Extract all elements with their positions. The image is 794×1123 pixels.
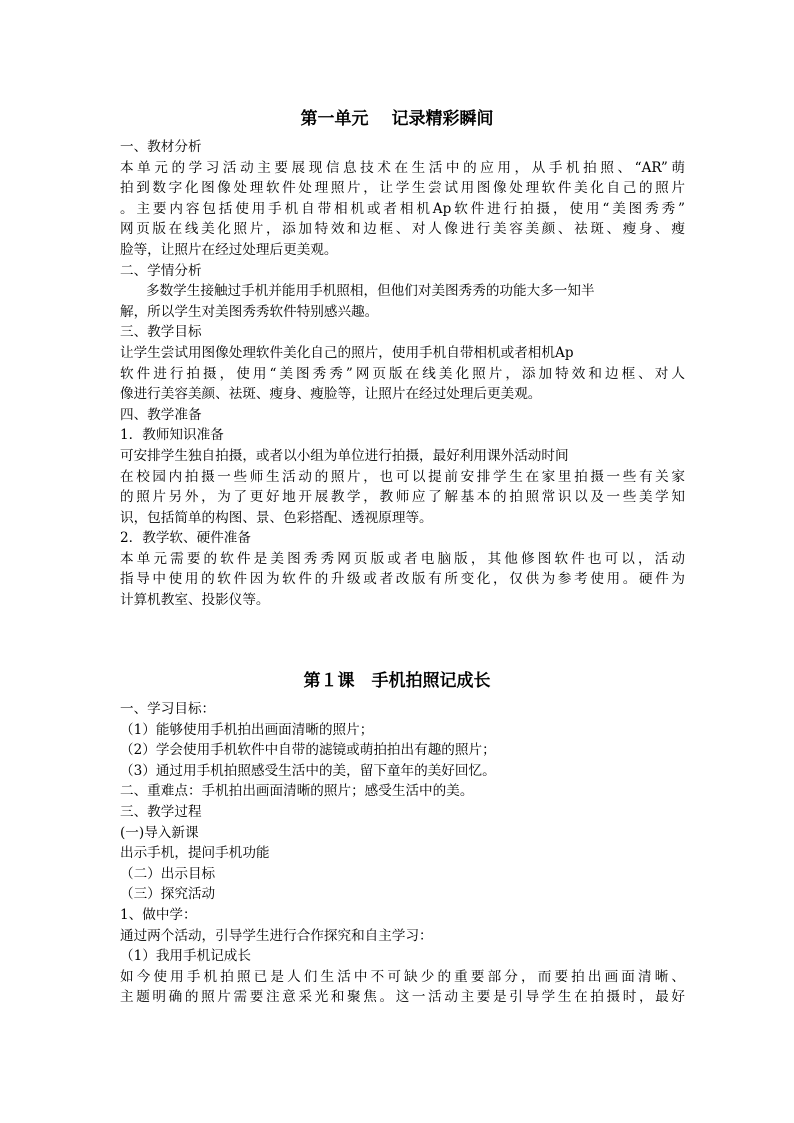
unit-text-line: 拍到数字化图像处理软件处理照片，让学生尝试用图像处理软件美化自己的照片 bbox=[120, 180, 685, 197]
lesson-title: 第１课 手机拍照记成长 bbox=[303, 671, 491, 691]
lesson-text-line: （1）能够使用手机拍出画面清晰的照片； bbox=[120, 721, 374, 738]
lesson-text-line: （2）学会使用手机软件中自带的滤镜或萌拍拍出有趣的照片； bbox=[120, 742, 496, 759]
unit-text-line: 在校园内拍摄一些师生活动的照片，也可以提前安排学生在家里拍摄一些有关家 bbox=[120, 468, 685, 485]
unit-text-line: 三、教学目标 bbox=[120, 324, 202, 341]
unit-text-line: 2．教学软、硬件准备 bbox=[120, 530, 251, 547]
unit-text-line: 识，包括简单的构图、景、色彩搭配、透视原理等。 bbox=[120, 509, 433, 526]
unit-text-line: 四、教学准备 bbox=[120, 406, 202, 423]
unit-text-line: 1．教师知识准备 bbox=[120, 427, 224, 444]
lesson-text-line: 三、教学过程 bbox=[120, 803, 202, 820]
lesson-text-line: 主题明确的照片需要注意采光和聚焦。这一活动主要是引导学生在拍摄时，最好 bbox=[120, 989, 685, 1006]
lesson-text-line: （三）探究活动 bbox=[120, 886, 216, 903]
unit-text-line: 软件进行拍摄，使用“美图秀秀”网页版在线美化照片，添加特效和边框、对人 bbox=[120, 365, 685, 382]
lesson-text-line: 1、做中学： bbox=[120, 906, 197, 923]
unit-text-line: 。主要内容包括使用手机自带相机或者相机Ap软件进行拍摄，使用“美图秀秀” bbox=[120, 200, 685, 217]
unit-text-line: 的照片另外，为了更好地开展教学，教师应了解基本的拍照常识以及一些美学知 bbox=[120, 489, 685, 506]
unit-text-line: 网页版在线美化照片，添加特效和边框、对人像进行美容美颜、祛斑、瘦身、瘦 bbox=[120, 221, 685, 238]
unit-text-line: 指导中使用的软件因为软件的升级或者改版有所变化，仅供为参考使用。硬件为 bbox=[120, 571, 685, 588]
unit-text-line: 可安排学生独自拍摄，或者以小组为单位进行拍摄，最好利用课外活动时间 bbox=[120, 447, 569, 464]
unit-text-line: 一、教材分析 bbox=[120, 139, 202, 155]
lesson-body bbox=[120, 699, 685, 1008]
unit-title: 第一单元 记录精彩瞬间 bbox=[300, 109, 494, 129]
lesson-text-line: 出示手机，提问手机功能 bbox=[120, 845, 270, 862]
unit-text-line: 本单元需要的软件是美图秀秀网页版或者电脑版，其他修图软件也可以，活动 bbox=[120, 550, 685, 567]
lesson-text-line: (一)导入新课 bbox=[120, 824, 199, 841]
unit-text-line: 本单元的学习活动主要展现信息技术在生活中的应用，从手机拍照、“AR”萌 bbox=[120, 159, 685, 176]
unit-text-line: 让学生尝试用图像处理软件美化自己的照片，使用手机自带相机或者相机Ap bbox=[120, 344, 574, 361]
lesson-text-line: （1）我用手机记成长 bbox=[120, 948, 251, 965]
lesson-text-line: 二、重难点：手机拍出画面清晰的照片；感受生活中的美。 bbox=[120, 783, 474, 800]
unit-text-line: 计算机教室、投影仪等。 bbox=[120, 592, 270, 609]
lesson-text-line: （二）出示目标 bbox=[120, 865, 216, 882]
lesson-text-line: 如今使用手机拍照已是人们生活中不可缺少的重要部分，而要拍出画面清晰、 bbox=[120, 968, 685, 985]
unit-text-line: 像进行美容美颜、祛斑、瘦身、瘦脸等，让照片在经过处理后更美观。 bbox=[120, 386, 542, 403]
unit-text-line: 解，所以学生对美图秀秀软件特别感兴趣。 bbox=[120, 303, 379, 320]
lesson-text-line: 通过两个活动，引导学生进行合作探究和自主学习： bbox=[120, 927, 433, 944]
unit-body bbox=[120, 137, 685, 611]
lesson-text-line: 一、学习目标： bbox=[120, 701, 216, 717]
unit-text-line: 多数学生接触过手机并能用手机照相，但他们对美图秀秀的功能大多一知半 bbox=[146, 283, 595, 300]
unit-text-line: 脸等，让照片在经过处理后更美观。 bbox=[120, 241, 338, 258]
lesson-text-line: （3）通过用手机拍照感受生活中的美，留下童年的美好回忆。 bbox=[120, 762, 496, 779]
unit-text-line: 二、学情分析 bbox=[120, 262, 202, 279]
